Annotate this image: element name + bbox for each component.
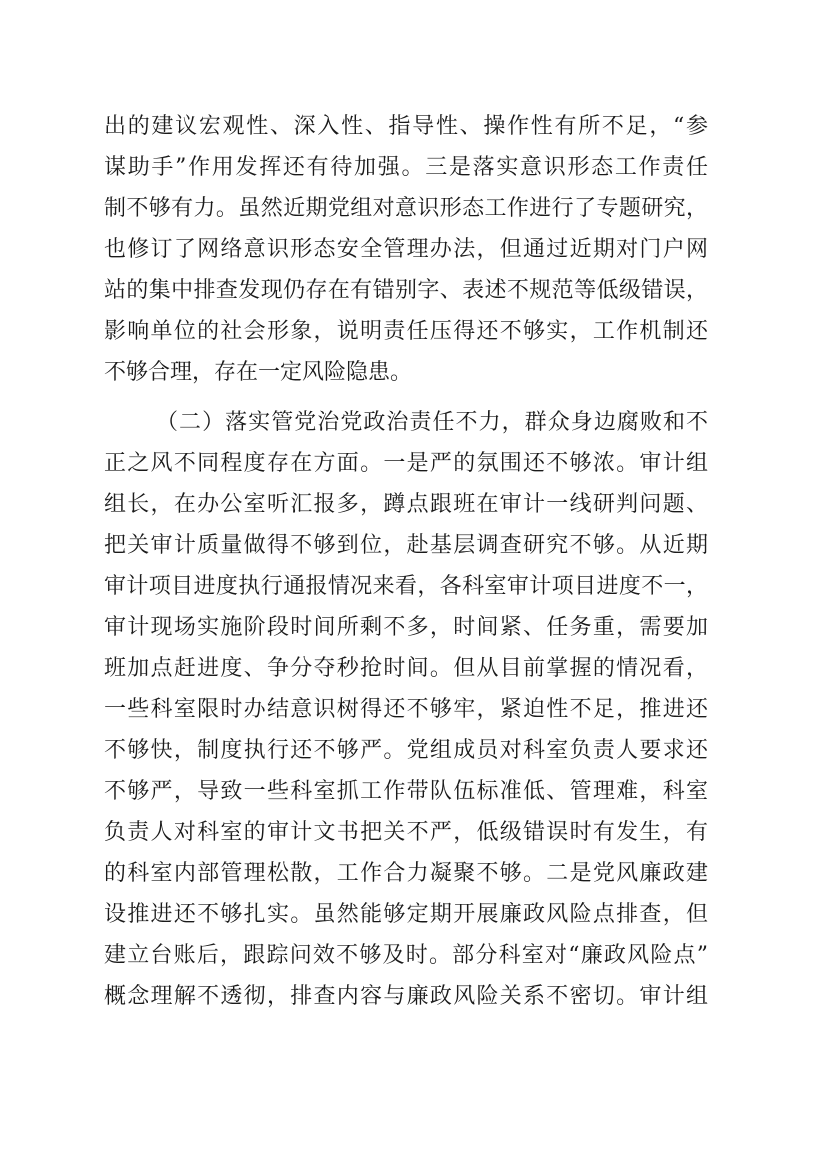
text-line: 不够快，制度执行还不够严。党组成员对科室负责人要求还	[104, 738, 708, 763]
text-line: 审计项目进度执行通报情况来看，各科室审计项目进度不一，	[104, 574, 708, 599]
text-line: 正之风不同程度存在方面。一是严的氛围还不够浓。审计组	[104, 451, 708, 476]
text-line: 概念理解不透彻，排查内容与廉政风险关系不密切。审计组	[104, 984, 708, 1009]
text-line: 建立台账后，跟踪问效不够及时。部分科室对“廉政风险点”	[104, 943, 708, 968]
text-line: 站的集中排查发现仍存在有错别字、表述不规范等低级错误，	[104, 278, 708, 303]
text-line: 设推进还不够扎实。虽然能够定期开展廉政风险点排查，但	[104, 902, 708, 927]
text-line: 把关审计质量做得不够到位，赴基层调查研究不够。从近期	[104, 533, 708, 558]
text-line: 制不够有力。虽然近期党组对意识形态工作进行了专题研究，	[104, 196, 708, 221]
text-line: 不够严，导致一些科室抓工作带队伍标准低、管理难，科室	[104, 779, 708, 804]
text-line: 也修订了网络意识形态安全管理办法，但通过近期对门户网	[104, 237, 708, 262]
text-line: 一些科室限时办结意识树得还不够牢，紧迫性不足，推进还	[104, 697, 708, 722]
text-line: 负责人对科室的审计文书把关不严，低级错误时有发生，有	[104, 820, 708, 845]
text-line: 组长，在办公室听汇报多，蹲点跟班在审计一线研判问题、	[104, 492, 708, 517]
text-line: 不够合理，存在一定风险隐患。	[104, 360, 413, 385]
text-line: 谋助手”作用发挥还有待加强。三是落实意识形态工作责任	[104, 155, 708, 180]
text-line: 影响单位的社会形象，说明责任压得还不够实，工作机制还	[104, 319, 708, 344]
text-line: 班加点赶进度、争分夺秒抢时间。但从目前掌握的情况看，	[104, 656, 708, 681]
text-line: 的科室内部管理松散，工作合力凝聚不够。二是党风廉政建	[104, 861, 708, 886]
text-line: 出的建议宏观性、深入性、指导性、操作性有所不足，“参	[104, 114, 708, 139]
paragraph-first-line: （二）落实管党治党政治责任不力，群众身边腐败和不	[156, 410, 708, 435]
text-line: 审计现场实施阶段时间所剩不多，时间紧、任务重，需要加	[104, 615, 708, 640]
